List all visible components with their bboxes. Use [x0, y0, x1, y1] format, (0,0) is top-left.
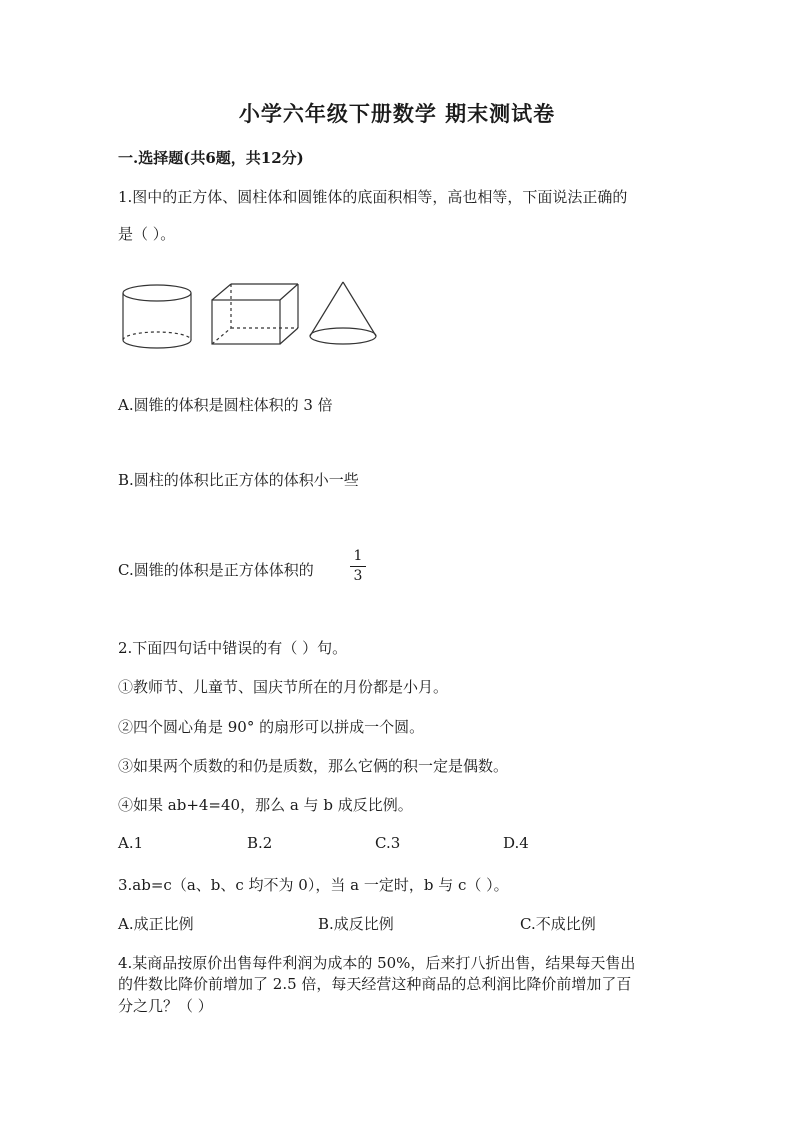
q4-stem-line3: 分之几？（ ）	[118, 997, 213, 1015]
q2-statement-1: ①教师节、儿童节、国庆节所在的月份都是小月。	[118, 678, 449, 696]
q1-option-a[interactable]: A.圆锥的体积是圆柱体积的 3 倍	[118, 396, 333, 414]
q1-option-c-fraction	[350, 548, 366, 585]
q1-stem-line1: 1.图中的正方体、圆柱体和圆锥体的底面积相等，高也相等，下面说法正确的	[118, 188, 628, 206]
q3-option-a[interactable]: A.成正比例	[118, 915, 194, 933]
fraction-bar	[350, 566, 366, 567]
q2-option-d[interactable]: D.4	[503, 834, 529, 852]
q3-option-b[interactable]: B.成反比例	[318, 915, 394, 933]
q3-option-c[interactable]: C.不成比例	[520, 915, 596, 933]
q2-statement-3: ③如果两个质数的和仍是质数，那么它俩的积一定是偶数。	[118, 757, 509, 775]
q4-stem-line1: 4.某商品按原价出售每件利润为成本的 50%，后来打八折出售，结果每天售出	[118, 954, 636, 972]
q2-option-b[interactable]: B.2	[247, 834, 273, 852]
q2-option-a[interactable]: A.1	[118, 834, 144, 852]
cone-icon	[310, 282, 376, 344]
q1-figure	[115, 278, 385, 354]
section-heading: 一.选择题(共6题，共12分)	[118, 149, 304, 167]
q2-statement-4: ④如果 ab+4=40，那么 a 与 b 成反比例。	[118, 796, 413, 814]
cube-icon	[212, 284, 298, 344]
q1-stem-line2: 是（ ）。	[118, 225, 176, 243]
fraction-denominator: 3	[353, 568, 363, 584]
q2-option-c[interactable]: C.3	[375, 834, 401, 852]
q3-stem: 3.ab=c（a、b、c 均不为 0），当 a 一定时，b 与 c（ ）。	[118, 876, 509, 894]
q1-option-c[interactable]: C.圆锥的体积是正方体体积的	[118, 561, 314, 579]
fraction-numerator: 1	[353, 548, 363, 564]
cylinder-icon	[123, 285, 191, 348]
page-title: 小学六年级下册数学 期末测试卷	[238, 101, 556, 126]
q2-statement-2: ②四个圆心角是 90° 的扇形可以拼成一个圆。	[118, 718, 425, 736]
q2-stem: 2.下面四句话中错误的有（ ）句。	[118, 639, 348, 657]
q4-stem-line2: 的件数比降价前增加了 2.5 倍，每天经营这种商品的总利润比降价前增加了百	[118, 975, 632, 993]
q1-option-b[interactable]: B.圆柱的体积比正方体的体积小一些	[118, 471, 359, 489]
